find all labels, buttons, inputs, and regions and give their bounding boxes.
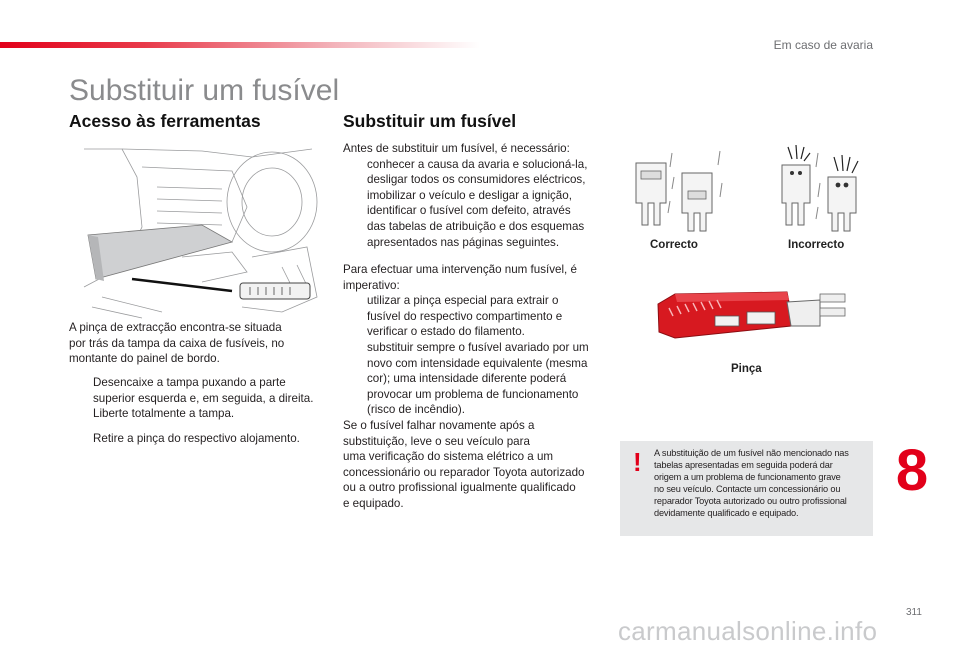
text-line: concessionário ou reparador Toyota autorizado	[343, 465, 585, 479]
page-number: 311	[906, 607, 922, 618]
list-item	[343, 172, 608, 188]
text-line: Antes de substituir um fusível, é necessário:	[343, 142, 570, 155]
text-line: Se o fusível falhar novamente após a	[343, 418, 535, 432]
text-line: substituição, leve o seu veículo para	[343, 434, 530, 448]
text-line: novo com intensidade equivalente (mesma	[367, 356, 588, 370]
fuse-tweezers-illustration	[655, 286, 850, 344]
text-line: provocar um problema de funcionamento	[367, 387, 579, 401]
text-line: origem a um problema de funcionamento grave	[654, 472, 841, 483]
text-line: montante do painel de bordo.	[69, 352, 220, 366]
text-line: das tabelas de atribuição e dos esquemas	[367, 219, 585, 233]
list-item	[69, 431, 324, 447]
text-line: Desencaixe a tampa puxando a parte	[93, 376, 286, 389]
warning-text	[654, 447, 869, 520]
text-line: Para efectuar uma intervenção num fusível, é	[343, 263, 577, 276]
text-line: e equipado.	[343, 496, 404, 510]
replace-fuse-procedure	[343, 262, 608, 512]
text-line: reparador Toyota autorizado ou outro profissional	[654, 496, 847, 507]
text-line: (risco de incêndio).	[367, 403, 465, 417]
text-line: no seu veículo. Contacte um concessionário ou	[654, 484, 841, 495]
replace-fuse-heading: Substituir um fusível	[343, 111, 517, 131]
dashboard-illustration	[82, 147, 324, 319]
text-line: superior esquerda e, em seguida, a direita.	[93, 391, 314, 405]
watermark: carmanualsonline.info	[618, 616, 878, 646]
correct-caption: Correcto	[650, 239, 698, 251]
access-steps-list	[69, 375, 324, 422]
chapter-number: 8	[895, 438, 929, 503]
incorrect-caption: Incorrecto	[788, 239, 845, 251]
correct-fuse-illustration	[632, 143, 727, 233]
text-line: imperativo:	[343, 278, 400, 292]
access-tools-heading: Acesso às ferramentas	[69, 111, 261, 131]
text-line: Retire a pinça do respectivo alojamento.	[93, 432, 300, 445]
text-line: ou a outro profissional igualmente qualificado	[343, 481, 576, 495]
access-steps-list-2	[69, 431, 324, 447]
access-intro	[69, 320, 319, 367]
text-line: A pinça de extracção encontra-se situada	[69, 321, 282, 334]
text-line: utilizar a pinça especial para extrair o	[367, 294, 559, 308]
list-item	[69, 375, 324, 406]
list-item	[343, 188, 608, 204]
text-line: devidamente qualificado e equipado.	[654, 508, 799, 519]
warning-box	[620, 441, 873, 536]
text-line: tabelas apresentadas em seguida poderá dar	[654, 460, 833, 471]
text-line: A substituição de um fusível não mencionado nas	[654, 448, 849, 458]
header-accent-bar	[0, 42, 480, 48]
text-line: identificar o fusível com defeito, através	[367, 204, 571, 218]
text-line: verificar o estado do filamento.	[367, 325, 525, 339]
text-line: apresentados nas páginas seguintes.	[367, 235, 560, 249]
section-title: Em caso de avaria	[773, 38, 873, 52]
text-line: por trás da tampa da caixa de fusíveis, no	[69, 336, 285, 350]
text-line: imobilizar o veículo e desligar a ignição,	[367, 188, 572, 202]
tweezers-caption: Pinça	[731, 363, 762, 375]
text-line: uma verificação do sistema elétrico a um	[343, 450, 554, 464]
list-item	[343, 293, 608, 340]
replace-fuse-requirements	[343, 141, 608, 250]
text-line: fusível do respectivo compartimento e	[367, 309, 563, 323]
warning-icon: !	[633, 447, 642, 477]
text-line: substituir sempre o fusível avariado por um	[367, 340, 589, 354]
incorrect-fuse-illustration	[778, 143, 868, 233]
text-line: cor); uma intensidade diferente poderá	[367, 372, 567, 386]
text-line: conhecer a causa da avaria e solucioná-la,	[367, 157, 588, 171]
page-title: Substituir um fusível	[69, 74, 340, 107]
list-item	[343, 340, 608, 418]
list-item	[69, 406, 324, 422]
list-item	[343, 157, 608, 173]
list-item	[343, 203, 608, 250]
text-line: Liberte totalmente a tampa.	[93, 407, 235, 421]
text-line: desligar todos os consumidores eléctricos,	[367, 173, 586, 187]
